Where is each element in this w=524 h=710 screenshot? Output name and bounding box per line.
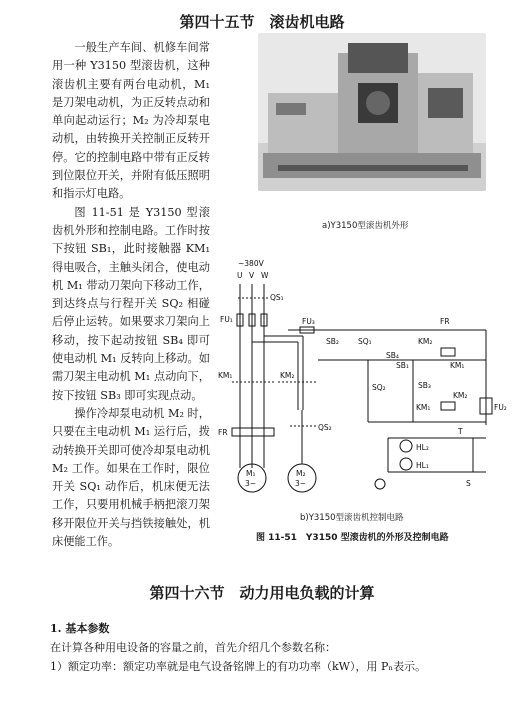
section46-title: 第四十六节 动力用电负载的计算 bbox=[149, 584, 375, 602]
label-m2-phase: 3~ bbox=[295, 479, 307, 488]
subsection-text: 在计算各种用电设备的容量之前，首先介绍几个参数名称： bbox=[50, 641, 336, 654]
label-t: T bbox=[458, 427, 463, 436]
label-km2-b: KM₂ bbox=[453, 391, 468, 400]
label-fu3: FU₃ bbox=[302, 317, 315, 326]
phase-v: V bbox=[249, 271, 255, 280]
label-qs1: QS₁ bbox=[270, 293, 284, 302]
label-m1: M₁ bbox=[246, 469, 256, 478]
label-sb3: SB₃ bbox=[418, 381, 431, 390]
label-m2: M₂ bbox=[296, 469, 306, 478]
label-sb4: SB₄ bbox=[386, 351, 399, 360]
section45-title: 第四十五节 滚齿机电路 bbox=[179, 13, 345, 31]
label-sb1: SB₁ bbox=[396, 361, 409, 370]
label-hl2: HL₂ bbox=[416, 443, 429, 452]
supply-label: ~380V bbox=[238, 259, 264, 268]
caption-b: b)Y3150型滚齿机控制电路 bbox=[300, 513, 404, 523]
body-text bbox=[52, 39, 210, 551]
label-km1-a: KM₁ bbox=[450, 361, 465, 370]
machine-photo bbox=[258, 33, 486, 191]
label-km1-main: KM₁ bbox=[218, 371, 233, 380]
label-fr-top: FR bbox=[440, 317, 450, 326]
label-sq1: SQ₁ bbox=[358, 337, 372, 346]
label-m1-phase: 3~ bbox=[245, 479, 257, 488]
control-circuit-diagram bbox=[218, 250, 508, 512]
label-sb2: SB₂ bbox=[326, 337, 339, 346]
figure-caption: 图 11-51 Y3150 型滚齿机的外形及控制电路 bbox=[256, 533, 449, 543]
caption-a: a)Y3150型滚齿机外形 bbox=[322, 221, 409, 231]
paragraph-1: 一般生产车间、机修车间常用一种 Y3150 型滚齿机，这种滚齿机主要有两台电动机，M₁ 是刀架电动机，为正反转点动和单向起动运行；M₂ 为冷却泵电动机，由转换开关控制正反转开停。它的控制电路中带有正反转到位限位开关，并附有低压照明和指示灯电路。 bbox=[52, 41, 210, 201]
label-hl1: HL₁ bbox=[416, 461, 429, 470]
label-fr: FR bbox=[218, 428, 228, 437]
phase-w: W bbox=[261, 271, 269, 280]
label-s: S bbox=[466, 479, 471, 488]
subsection-heading: 1. 基本参数 bbox=[50, 622, 110, 635]
item-1: 1）额定功率：额定功率就是电气设备铭牌上的有功功率（kW），用 Pₙ表示。 bbox=[50, 660, 427, 673]
label-km2-coil: KM₂ bbox=[418, 337, 433, 346]
label-km2-main: KM₂ bbox=[280, 371, 295, 380]
label-km1-b: KM₁ bbox=[416, 403, 431, 412]
paragraph-3: 操作冷却泵电动机 M₂ 时，只要在主电动机 M₁ 运行后，拨动转换开关即可使冷却泵电动机 M₂ 工作。如果在工作时，限位开关 SQ₁ 动作后，机床便无法工作，只要用机械手柄把滚刀架移开限位开关与挡铁接触处，机床便能工作。 bbox=[52, 406, 210, 549]
label-fu2: FU₂ bbox=[494, 403, 507, 412]
paragraph-2: 图 11-51 是 Y3150 型滚齿机外形和控制电路。工作时按下按钮 SB₁，此时接触器 KM₁ 得电吸合，主触头闭合，使电动机 M₁ 带动刀架向下移动工作，到达终点与行程开关 SQ₂ 相碰后停止运转。如果要求刀架向上移动，按下起动按钮 SB₄ 即可使电动机 M₁ 反转向上移动。如需刀架主电动机 M₁ 点动向下，按下按钮 SB₃ 即可实现点动。 bbox=[52, 205, 210, 402]
label-fu1: FU₁ bbox=[220, 315, 233, 324]
label-qs2: QS₂ bbox=[318, 423, 332, 432]
label-sq2: SQ₂ bbox=[372, 383, 386, 392]
phase-u: U bbox=[237, 271, 243, 280]
